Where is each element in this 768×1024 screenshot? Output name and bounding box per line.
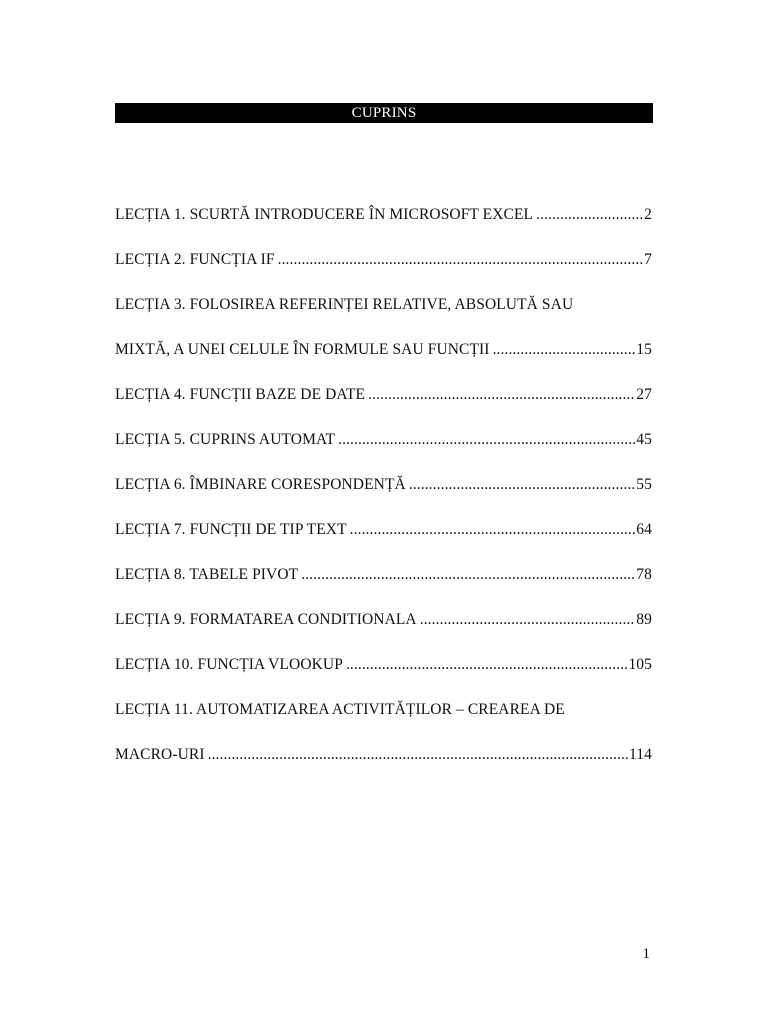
- toc-entry-lesson-9[interactable]: [115, 608, 652, 631]
- dot-leader: [420, 608, 636, 631]
- toc-entry-page: 15: [636, 341, 652, 358]
- toc-entry-title: LECȚIA 5. CUPRINS AUTOMAT: [115, 431, 336, 448]
- toc-entry-page: 55: [636, 476, 652, 493]
- toc-entry-title-line-1: LECȚIA 3. FOLOSIREA REFERINȚEI RELATIVE, ABSOLUTĂ SAU: [115, 296, 574, 313]
- dot-leader: [278, 248, 644, 271]
- toc-entry-title: LECȚIA 1. SCURTĂ INTRODUCERE ÎN MICROSOFT EXCEL: [115, 206, 534, 223]
- dot-leader: [409, 473, 635, 496]
- toc-entry-title: LECȚIA 9. FORMATAREA CONDITIONALA: [115, 611, 417, 628]
- toc-entry-lesson-4[interactable]: [115, 383, 652, 406]
- toc-entry-title: LECȚIA 4. FUNCȚII BAZE DE DATE: [115, 386, 366, 403]
- toc-entry-lesson-2[interactable]: [115, 248, 652, 271]
- toc-entry-page: 2: [644, 206, 652, 223]
- dot-leader: [301, 563, 635, 586]
- dot-leader: [536, 203, 643, 226]
- toc-entry-lesson-1[interactable]: [115, 203, 652, 226]
- toc-entry-lesson-6[interactable]: [115, 473, 652, 496]
- toc-entry-title-line-2: MACRO-URI: [115, 746, 205, 763]
- toc-entry-page: 45: [636, 431, 652, 448]
- toc-entry-page: 105: [628, 656, 652, 673]
- toc-entry-title: LECȚIA 2. FUNCȚIA IF: [115, 251, 275, 268]
- toc-entry-page: 64: [636, 521, 652, 538]
- toc-entry-page: 7: [644, 251, 652, 268]
- dot-leader: [368, 383, 635, 406]
- toc-entry-lesson-3[interactable]: [115, 293, 652, 361]
- dot-leader: [338, 428, 635, 451]
- toc-entry-title: LECȚIA 10. FUNCȚIA VLOOKUP: [115, 656, 343, 673]
- toc-entry-lesson-8[interactable]: [115, 563, 652, 586]
- toc-entry-page: 114: [629, 746, 652, 763]
- toc-entry-lesson-10[interactable]: [115, 653, 652, 676]
- toc-entry-title-line-2: MIXTĂ, A UNEI CELULE ÎN FORMULE SAU FUNCȚII: [115, 341, 490, 358]
- toc-entry-lesson-5[interactable]: [115, 428, 652, 451]
- toc-entry-lesson-7[interactable]: [115, 518, 652, 541]
- toc-entry-page: 89: [636, 611, 652, 628]
- toc-entry-title: LECȚIA 8. TABELE PIVOT: [115, 566, 299, 583]
- toc-entry-page: 27: [636, 386, 652, 403]
- dot-leader: [350, 518, 636, 541]
- toc-entry-lesson-11[interactable]: [115, 698, 652, 766]
- toc-entry-title: LECȚIA 7. FUNCȚII DE TIP TEXT: [115, 521, 347, 538]
- page-number: 1: [642, 946, 650, 962]
- toc-entry-page: 78: [636, 566, 652, 583]
- dot-leader: [493, 338, 636, 361]
- toc-heading: CUPRINS: [115, 103, 653, 123]
- table-of-contents: [115, 203, 652, 788]
- dot-leader: [346, 653, 628, 676]
- dot-leader: [208, 743, 628, 766]
- toc-entry-title: LECȚIA 6. ÎMBINARE CORESPONDENȚĂ: [115, 476, 406, 493]
- toc-entry-title-line-1: LECȚIA 11. AUTOMATIZAREA ACTIVITĂȚILOR – CREAREA DE: [115, 701, 565, 718]
